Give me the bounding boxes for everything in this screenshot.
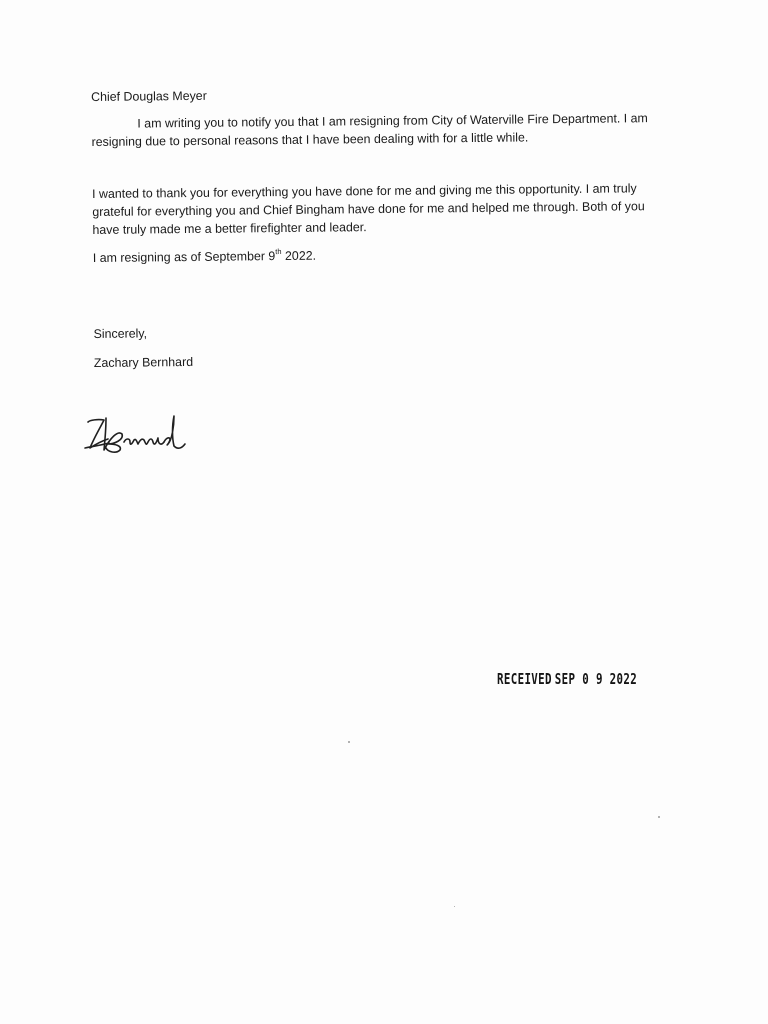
letter-body (91, 82, 674, 372)
scan-speck (454, 906, 455, 907)
closing-line: Sincerely, (93, 326, 148, 341)
stamp-label: RECEIVED (497, 670, 552, 688)
scan-speck (658, 816, 660, 818)
resignation-date-suffix: 2022. (281, 248, 317, 264)
resignation-date-line (93, 243, 673, 267)
notification-paragraph: I am writing you to notify you that I am resigning from City of Waterville Fire Department. I am resigning due to personal reasons that I have been dealing with for a little while. (91, 111, 648, 149)
resignation-date-prefix: I am resigning as of September 9 (92, 249, 276, 265)
gratitude-paragraph: I wanted to thank you for everything you have done for me and giving me this opportunity. I am truly grateful for everything you and Chief Bingham have done for me and helped me through. Both of you have truly made me a better firefighter and leader. (92, 181, 645, 237)
handwritten-signature (82, 408, 192, 460)
sender-name: Zachary Bernhard (93, 354, 194, 370)
recipient-line: Chief Douglas Meyer (91, 88, 207, 104)
received-stamp (497, 670, 637, 688)
stamp-date: SEP 0 9 2022 (554, 670, 638, 688)
scan-speck (348, 741, 350, 743)
ordinal-suffix: th (275, 247, 282, 257)
